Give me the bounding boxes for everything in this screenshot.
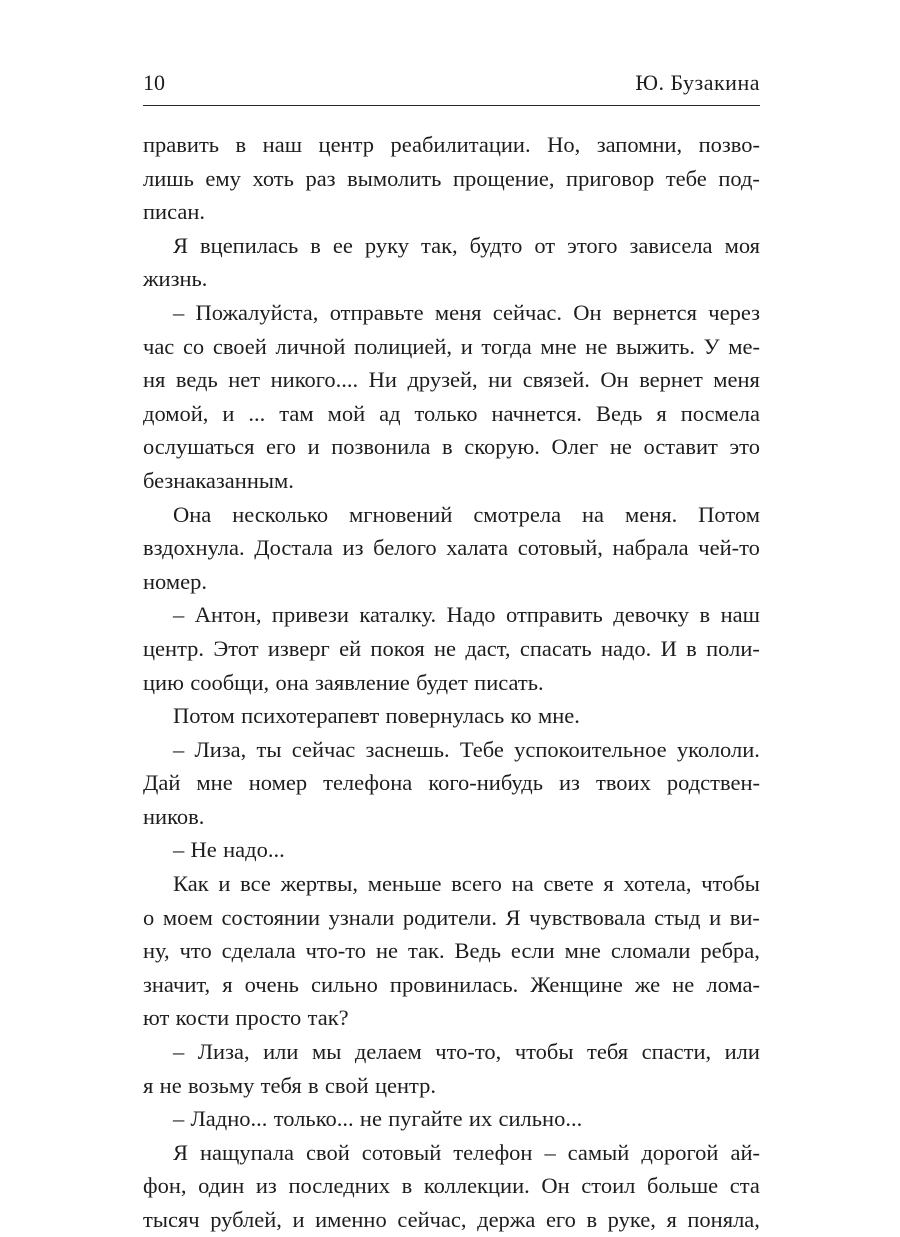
text-line: ют кости просто так? [143, 1005, 349, 1031]
text-line: – Антон, привези каталку. Надо отправить девочку в наш [173, 602, 760, 628]
body-text [143, 128, 760, 1237]
text-line: ну, что сделала что-то не так. Ведь если мне сломали ребра, [143, 938, 760, 964]
text-line: ослушаться его и позвонила в скорую. Олег не оставит это [143, 434, 760, 460]
text-line: править в наш центр реабилитации. Но, запомни, позво- [143, 132, 760, 157]
text-line: фон, один из последних в коллекции. Он стоил больше ста [143, 1173, 760, 1199]
text-line: лишь ему хоть раз вымолить прощение, приговор тебе под- [143, 165, 760, 191]
page-number: 10 [143, 70, 165, 95]
text-line: я не возьму тебя в свой центр. [143, 1072, 437, 1098]
text-line: – Лиза, или мы делаем что-то, чтобы тебя спасти, или [173, 1039, 760, 1065]
header-rule [143, 105, 760, 106]
text-line: час со своей личной полицией, и тогда мне не выжить. У ме- [143, 333, 760, 359]
text-line: писан. [143, 199, 205, 225]
text-line: значит, я очень сильно провинилась. Женщине же не лома- [143, 971, 760, 997]
text-line: – Пожалуйста, отправьте меня сейчас. Он вернется через [173, 299, 760, 325]
text-line: – Ладно... только... не пугайте их сильно... [173, 1106, 583, 1132]
text-line: Потом психотерапевт повернулась ко мне. [173, 703, 580, 729]
text-line: Я вцепилась в ее руку так, будто от этого зависела моя [173, 232, 760, 258]
text-line: цию сообщи, она заявление будет писать. [143, 669, 544, 695]
text-line: жизнь. [143, 266, 208, 292]
text-line: Как и все жертвы, меньше всего на свете я хотела, чтобы [173, 871, 760, 897]
text-line: о моем состоянии узнали родители. Я чувствовала стыд и ви- [143, 904, 760, 930]
text-line: Я нащупала свой сотовый телефон – самый дорогой ай- [173, 1139, 760, 1165]
text-line: тысяч рублей, и именно сейчас, держа его в руке, я поняла, [143, 1207, 760, 1232]
text-line: вздохнула. Достала из белого халата сотовый, набрала чей-то [143, 535, 760, 561]
text-line: безнаказанным. [143, 467, 294, 493]
text-line: ня ведь нет никого.... Ни друзей, ни связей. Он вернет меня [143, 367, 760, 393]
text-line: номер. [143, 568, 207, 594]
text-line: центр. Этот изверг ей покоя не даст, спасать надо. И в поли- [143, 635, 760, 661]
text-line: домой, и ... там мой ад только начнется. Ведь я посмела [143, 400, 760, 426]
text-line: Дай мне номер телефона кого-нибудь из твоих родствен- [143, 770, 760, 796]
running-head [143, 68, 760, 98]
text-line: – Не надо... [173, 837, 285, 863]
text-line: Она несколько мгновений смотрела на меня. Потом [173, 501, 760, 527]
book-page [143, 0, 760, 1232]
running-head-author: Ю. Бузакина [635, 70, 760, 95]
text-line: ников. [143, 803, 205, 829]
text-line: – Лиза, ты сейчас заснешь. Тебе успокоительное укололи. [173, 736, 760, 762]
